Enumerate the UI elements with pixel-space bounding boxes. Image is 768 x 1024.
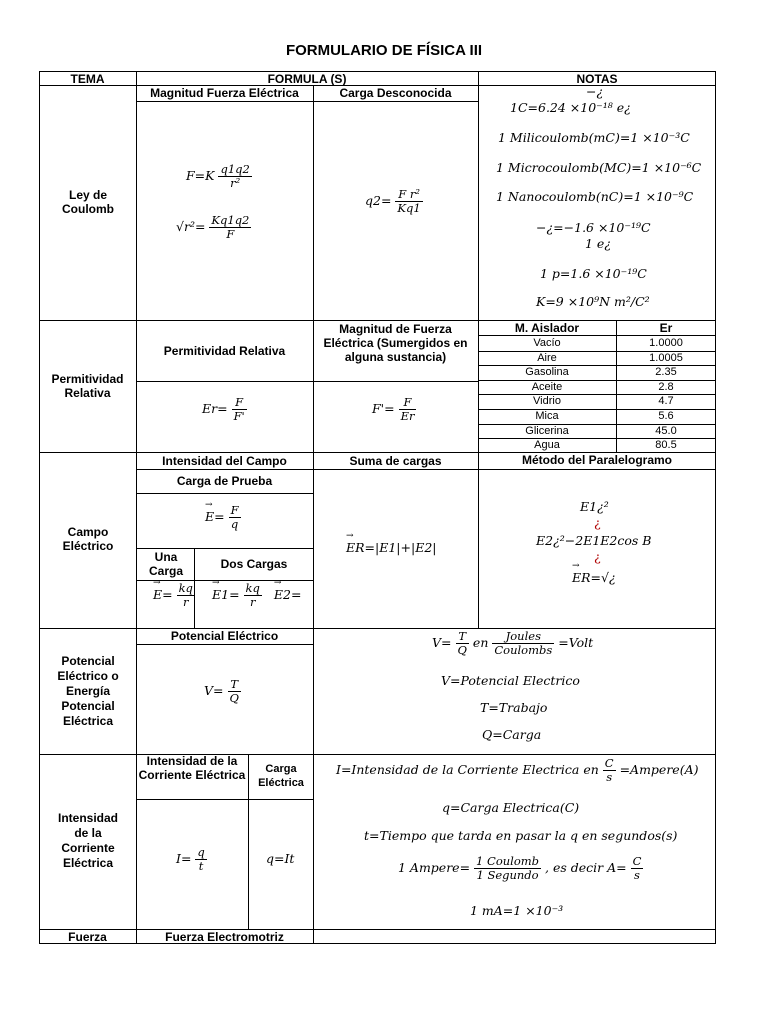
- paralelogramo-line-5: → ER=√¿: [572, 570, 616, 585]
- permitividad-sub-relativa: Permitividad Relativa: [163, 344, 286, 358]
- header-notas: NOTAS: [576, 72, 618, 86]
- campo-sub-una: Una Carga: [148, 550, 183, 578]
- campo-sub-prueba: Carga de Prueba: [176, 474, 273, 488]
- paralelogramo-line-4: ¿: [594, 549, 601, 564]
- tema-permitividad: Permitividad Relativa: [51, 372, 124, 400]
- table-row: [478, 424, 716, 438]
- coulomb-note-2: 1 Milicoulomb(mC)=1 ×10⁻³C: [498, 130, 690, 145]
- intensidad-sub-carga: Carga Eléctrica: [258, 763, 304, 789]
- intensidad-note-2: q=Carga Electrica(C): [442, 800, 580, 815]
- permitividad-sub-magnitud: Magnitud de Fuerza Eléctrica (Sumergidos en alguna sustancia): [323, 322, 468, 364]
- aislador-table-header: [478, 321, 716, 335]
- table-row: [478, 409, 716, 423]
- er-cell: 80.5: [655, 439, 677, 452]
- er-cell: 1.0000: [649, 337, 683, 349]
- formula-intensidad: I= $\frac{q}{t}$: [176, 845, 205, 873]
- formula-coulomb-force: F=K $\frac{q1q2}{\text{r²}}$: [186, 162, 250, 190]
- intensidad-note-1: I=Intensidad de la Corriente Electrica en $\frac{C}{s}$ =Ampere(A): [336, 756, 699, 784]
- aislador-cell: Agua: [534, 439, 560, 452]
- formula-coulomb-q2: q2= $\frac{\text{F r²}}{Kq1}$: [365, 187, 421, 215]
- campo-sub-intensidad: Intensidad del Campo: [162, 454, 287, 468]
- divider: [136, 644, 313, 645]
- formula-carga-electrica: q=It: [266, 851, 295, 866]
- intensidad-note-4: 1 Ampere= 1 Coulomb 1 Segundo , es decir A= $\frac{C}{s}$: [398, 854, 642, 882]
- coulomb-note-7: 1 p=1.6 ×10⁻¹⁹C: [540, 266, 647, 281]
- aislador-cell: Gasolina: [525, 366, 569, 379]
- tema-intensidad: Intensidad de la Corriente Eléctrica: [57, 811, 118, 870]
- paralelogramo-line-2: ¿: [594, 515, 601, 530]
- header-formula: FORMULA (S): [267, 72, 347, 86]
- page-title: FORMULARIO DE FÍSICA III: [285, 42, 483, 59]
- formula-dos-cargas: → E1= $\frac{kq}{r}$ → E2=: [212, 582, 301, 609]
- aislador-table: [478, 321, 716, 452]
- coulomb-note-1: 1C=6.24 ×10⁻¹⁸ e¿: [510, 100, 631, 115]
- fuerza-sub: Fuerza Electromotriz: [165, 930, 284, 944]
- er-cell: 5.6: [658, 410, 674, 422]
- formula-coulomb-radius: √r²= $\frac{Kq1q2}{F}$: [176, 213, 250, 241]
- campo-sub-dos: Dos Cargas: [220, 557, 288, 571]
- intensidad-note-3: t=Tiempo que tarda en pasar la q en segundos(s): [364, 828, 678, 843]
- formula-una-carga: → E= $\frac{kq}{r}$: [153, 582, 194, 609]
- tema-campo: Campo Eléctrico: [62, 525, 114, 553]
- table-row: [478, 336, 716, 350]
- paralelogramo-line-1: E1¿²: [580, 499, 609, 514]
- tema-potencial: Potencial Eléctrico o Energía Potencial Eléctrica: [57, 654, 119, 728]
- table-row: [478, 365, 716, 379]
- aislador-cell: Aceite: [531, 380, 563, 393]
- coulomb-note-8: K=9 ×10⁹N m²/C²: [536, 294, 650, 309]
- aislador-cell: Vidrio: [533, 395, 561, 408]
- er-col-header: Er: [659, 321, 673, 335]
- intensidad-sub-corriente: Intensidad de la Corriente Eléctrica: [138, 754, 246, 782]
- table-row: [478, 351, 716, 365]
- aislador-col-header: M. Aislador: [514, 321, 580, 335]
- formula-campo-prueba: → E= $\frac{F}{q}$: [205, 504, 241, 531]
- campo-sub-suma: Suma de cargas: [349, 454, 442, 468]
- coulomb-note-3: 1 Microcoulomb(MC)=1 ×10⁻⁶C: [496, 160, 702, 175]
- formula-dos-cargas-clip: [195, 581, 313, 627]
- formula-permitividad: Er= $\frac{F}{F'}$: [202, 395, 245, 423]
- divider: [136, 101, 313, 102]
- er-cell: 45.0: [655, 424, 677, 437]
- coulomb-sub-magnitud: Magnitud Fuerza Eléctrica: [150, 86, 299, 100]
- divider: [313, 754, 314, 944]
- table-row: [478, 380, 716, 394]
- table-row: [478, 394, 716, 408]
- intensidad-note-5: 1 mA=1 ×10⁻³: [470, 903, 564, 918]
- potencial-note-2: Q=Carga: [482, 727, 542, 742]
- potencial-note-0: V=Potencial Electrico: [441, 673, 580, 688]
- coulomb-note-6: 1 e¿: [585, 236, 612, 251]
- coulomb-sub-carga: Carga Desconocida: [339, 86, 452, 100]
- formula-una-carga-clip: [137, 581, 194, 627]
- coulomb-note-4: 1 Nanocoulomb(nC)=1 ×10⁻⁹C: [496, 189, 694, 204]
- er-cell: 2.35: [655, 366, 677, 379]
- divider: [136, 381, 478, 382]
- potencial-note-1: T=Trabajo: [480, 700, 548, 715]
- divider: [313, 101, 478, 102]
- formula-fuerza-sumergida: F'= $\frac{F}{Er}$: [372, 395, 415, 423]
- header-tema: TEMA: [70, 72, 105, 86]
- formula-suma-cargas: → ER=|E1|+|E2|: [346, 540, 437, 555]
- aislador-cell: Vacío: [533, 337, 561, 349]
- divider: [136, 548, 313, 549]
- table-row: [478, 438, 716, 452]
- er-cell: 4.7: [658, 395, 674, 408]
- divider: [136, 799, 313, 800]
- tema-coulomb: Ley de Coulomb: [62, 188, 114, 216]
- potencial-sub: Potencial Eléctrico: [170, 629, 279, 643]
- divider: [248, 754, 249, 929]
- er-cell: 1.0005: [649, 351, 683, 364]
- potencial-note-volt: V= $\frac{T}{Q}$ en Joules Coulombs =Volt: [432, 629, 594, 657]
- divider: [136, 469, 716, 470]
- er-cell: 2.8: [658, 380, 674, 393]
- aislador-cell: Glicerina: [525, 424, 569, 437]
- divider: [313, 85, 314, 628]
- tema-fuerza: Fuerza: [68, 930, 107, 944]
- formula-potencial: V= $\frac{T}{Q}$: [204, 677, 239, 705]
- campo-sub-paralelogramo: Método del Paralelogramo: [521, 453, 673, 467]
- divider: [136, 493, 313, 494]
- divider: [136, 71, 137, 944]
- divider: [313, 628, 314, 754]
- coulomb-note-0: −¿: [586, 84, 604, 99]
- coulomb-note-5: −¿=−1.6 ×10⁻¹⁹C: [536, 220, 651, 235]
- paralelogramo-line-3: E2¿²−2E1E2cos B: [536, 533, 652, 548]
- aislador-cell: Mica: [535, 410, 559, 422]
- aislador-cell: Aire: [537, 351, 557, 364]
